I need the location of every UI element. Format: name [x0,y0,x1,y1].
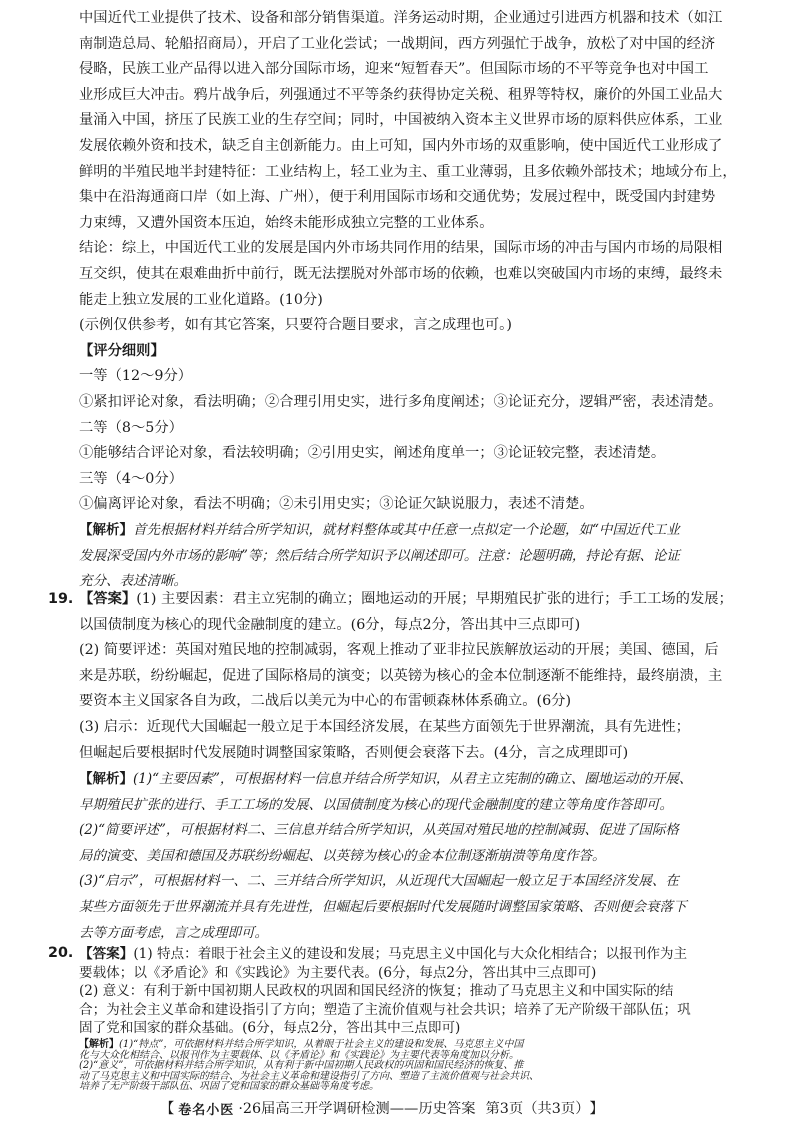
grade1-title: 一等（12～9分） [79,368,193,385]
analysis-line: 首先根据材料并结合所学知识，就材料整体或其中任意一点拟定一个论题，如“中国近代工业 [133,522,680,538]
analysis-first-line [79,1040,779,1051]
conclusion-line: 能走上独立发展的工业化道路。(10分) [79,291,323,308]
text-line: 鲜明的半殖民地半封建特征：工业结构上，轻工业为主、重工业薄弱，且多依赖外部技术；地域分布上， [79,163,737,180]
answer-line: 但崛起后要根据时代发展随时调整国家策略，否则便会衰落下去。(4分，言之成理即可) [79,744,629,761]
answer-line: (3) 启示：近现代大国崛起一般立足于本国经济发展，在某些方面领先于世界潮流，具有先进性； [79,718,690,735]
answer-line: 要资本主义国家各自为政，二战后以美元为中心的布雷顿森林体系确立。(6分) [79,693,572,710]
analysis-line: 某些方面领先于世界潮流并具有先进性，但崛起后要根据时代发展随时调整国家策略、否则便会衰落下 [79,898,687,915]
brand-logo: 卷名小医 [178,1102,235,1118]
analysis-line: 充分、表述清晰。 [79,573,187,590]
rubric-heading: 【评分细则】 [79,342,165,359]
analysis-line: 早期殖民扩张的进行、手工工场的发展、以国债制度为核心的现代金融制度的建立等角度作答即可。 [79,796,673,813]
answer-label: 【答案】 [79,591,137,607]
q20-number: 20. [48,945,74,961]
text-line: 侵略，民族工业产品得以进入部分国际市场，迎来“短暂春天”。但国际市场的不平等竞争也对中国工 [79,61,709,78]
analysis-line: (2)“简要评述”，可根据材料二、三信息并结合所学知识，从英国对殖民地的控制减弱、促进了国际格 [79,822,679,839]
analysis-line: (2)“意义”，可依据材料并结合所学知识，从有利于新中国初期人民政权的巩固和国民经济的恢复、推 [79,1060,524,1072]
q18-body-paragraph [79,6,779,518]
answer-line: 以国债制度为核心的现代金融制度的建立。(6分，每点2分，答出其中三点即可) [79,616,581,633]
answer-line: 要载体；以《矛盾论》和《实践论》为主要代表。(6分，每点2分，答出其中三点即可) [79,964,597,981]
text-line: 量涌入中国，挤压了民族工业的生存空间；同时，中国被纳入资本主义世界市场的原料供应体系，工业 [79,112,723,129]
q19-answer [79,587,779,766]
conclusion-line: 结论：综上，中国近代工业的发展是国内外市场共同作用的结果，国际市场的冲击与国内市场的局限相 [79,240,723,257]
answer-line: 固了党和国家的群众基础。(6分，每点2分，答出其中三点即可) [79,1020,461,1037]
q20-analysis-final [79,1040,779,1093]
q18-analysis [79,518,779,595]
answer-line: (1) 特点：着眼于社会主义的建设和发展；马克思主义中国化与大众化相结合；以报刊作为主 [133,946,688,962]
page-number: 第3页（共3页） [485,1101,590,1117]
analysis-line: 培养了无产阶级干部队伍、巩固了党和国家的群众基础等角度考虑。 [79,1081,379,1093]
text-line: 力束缚，又遭外国资本压迫，始终未能形成独立完整的工业体系。 [79,214,494,231]
analysis-line: 发展深受国内外市场的影响”等；然后结合所学知识予以阐述即可。注意：论题明确，持论有据、论证 [79,547,680,564]
text-line: 发展依赖外资和技术，缺乏自主创新能力。由上可知，国内外市场的双重影响，使中国近代工业形成了 [79,137,723,154]
analysis-line: 化与大众化相结合、以报刊作为主要载体、以《矛盾论》和《实践论》为主要代表等角度加以分析。 [79,1049,519,1061]
analysis-line: 动了马克思主义和中国实际的结合、为社会主义革命和建设指引了方向、塑造了主流价值观与社会共识、 [79,1070,539,1082]
text-line: 南制造总局、轮船招商局），开启了工业化尝试；一战期间，西方列强忙于战争，放松了对中国的经济 [79,35,716,52]
answer-line: (1) 主要因素：君主立宪制的确立；圈地运动的开展；早期殖民扩张的进行；手工工场的发展； [136,591,733,607]
page-footer [160,1095,680,1121]
answer-label: 【答案】 [79,946,134,962]
q20-answer [79,945,779,1038]
grade2-text: ①能够结合评论对象，看法较明确；②引用史实，阐述角度单一；③论证较完整，表述清楚。 [79,445,666,462]
answer-line: 来是苏联，纷纷崛起，促进了国际格局的演变；以英镑为核心的金本位制逐渐不能维持，最终崩溃，主 [79,667,723,684]
footer-title: ·26届高三开学调研检测——历史答案 [238,1101,476,1117]
text-line: 业形成巨大冲击。鸦片战争后，列强通过不平等条约获得协定关税、租界等特权，廉价的外国工业品大 [79,86,723,103]
grade2-title: 二等（8～5分） [79,419,183,436]
text-line: 中国近代工业提供了技术、设备和部分销售渠道。洋务运动时期，企业通过引进西方机器和技术（如江 [79,10,723,26]
answer-line: (2) 意义：有利于新中国初期人民政权的巩固和国民经济的恢复；推动了马克思主义和中国实际的结 [79,983,674,1000]
analysis-line: (3)“启示”，可根据材料一、二、三并结合所学知识，从近现代大国崛起一般立足于本国经济发展、在 [79,873,679,890]
grade3-title: 三等（4～0分） [79,470,183,487]
answer-line: (2) 简要评述：英国对殖民地的控制减弱，客观上推动了亚非拉民族解放运动的开展；美国、德国，后 [79,642,719,659]
analysis-line: 去等方面考虑，言之成理即可。 [79,924,268,941]
analysis-label: 【解析】 [79,771,133,787]
footer-bracket-close: 】 [589,1101,604,1117]
q19-analysis [79,767,779,946]
analysis-label: 【解析】 [79,522,133,538]
analysis-line: 局的演变、美国和德国及苏联纷纷崛起、以英镑为核心的金本位制逐渐崩溃等角度作答。 [79,847,606,864]
q19-number: 19. [48,591,74,607]
answer-line: 合；为社会主义革命和建设指引了方向；塑造了主流价值观与社会共识；培养了无产阶级干部队伍；巩 [79,1001,691,1018]
conclusion-line: 互交织，使其在艰难曲折中前行，既无法摆脱对外部市场的依赖，也难以突破国内市场的束缚，最终未 [79,265,723,282]
reference-note: (示例仅供参考，如有其它答案，只要符合题目要求，言之成理也可。) [79,317,512,334]
analysis-line: (1)“特点”，可依据材料并结合所学知识，从着眼于社会主义的建设和发展、马克思主义中国 [119,1039,524,1050]
footer-bracket-open: 【 [160,1101,175,1117]
analysis-label: 【解析】 [79,1039,119,1050]
analysis-line: (1)“主要因素”，可根据材料一信息并结合所学知识，从君主立宪制的确立、圈地运动的开展、 [133,771,693,787]
grade1-text: ①紧扣评论对象，看法明确；②合理引用史实，进行多角度阐述；③论证充分，逻辑严密，表述清楚。 [79,393,723,410]
text-line: 集中在沿海通商口岸（如上海、广州），便于利用国际市场和交通优势；发展过程中，既受国内封建势 [79,189,716,206]
grade3-text: ①偏离评论对象，看法不明确；②未引用史实；③论证欠缺说服力，表述不清楚。 [79,496,594,513]
